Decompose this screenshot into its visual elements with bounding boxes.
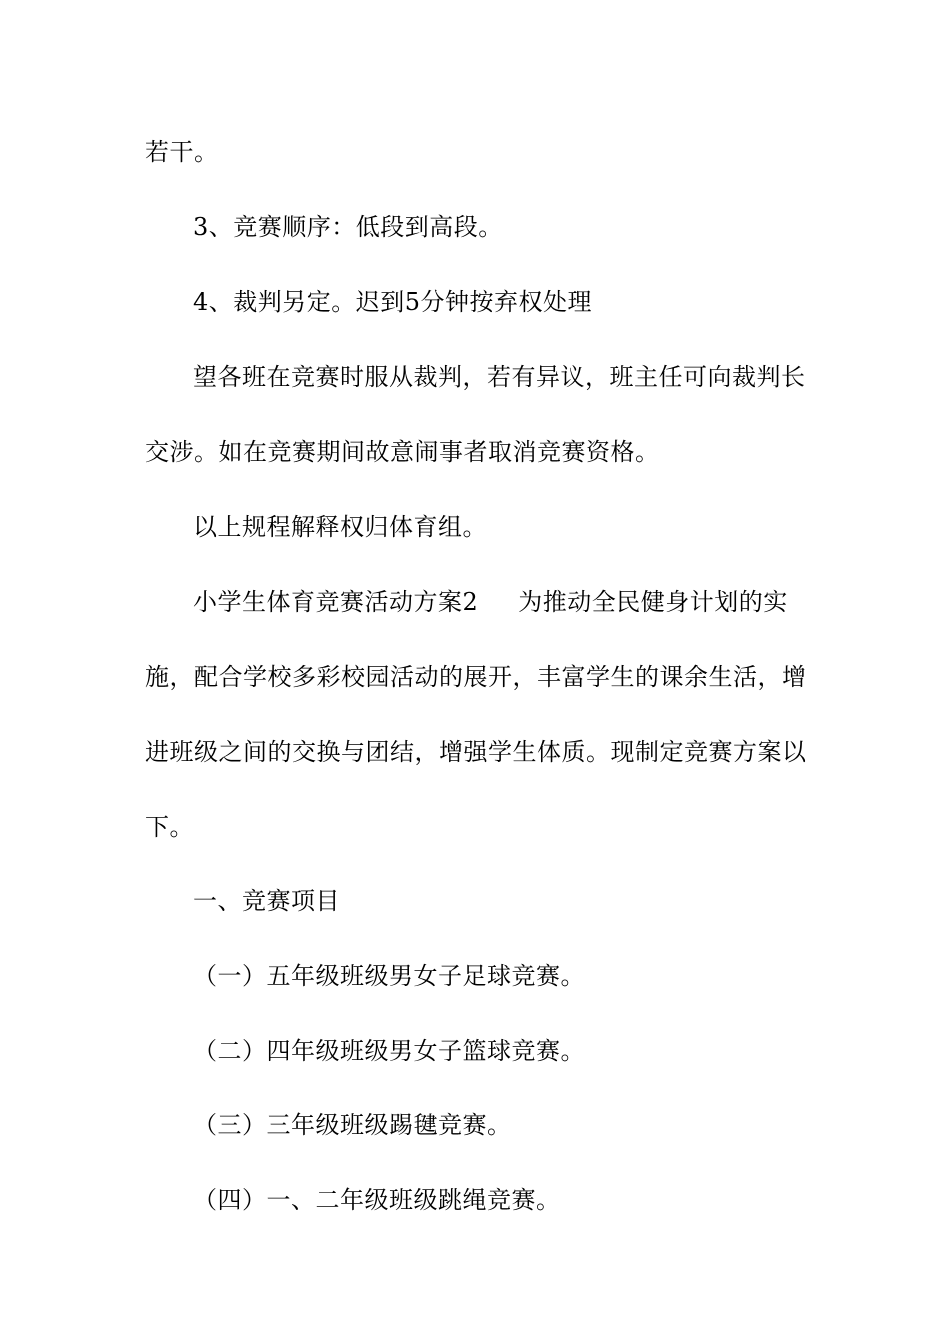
section-heading: 一、竞赛项目 bbox=[193, 887, 340, 915]
list-item: （二）四年级班级男女子篮球竞赛。 bbox=[193, 1037, 585, 1065]
list-item: （一）五年级班级男女子足球竞赛。 bbox=[193, 962, 585, 990]
text-line: 3、竞赛顺序：低段到高段。 bbox=[193, 213, 503, 241]
text-line-heading bbox=[193, 587, 788, 617]
list-item: （四）一、二年级班级跳绳竞赛。 bbox=[193, 1186, 561, 1214]
list-item: （三）三年级班级踢毽竞赛。 bbox=[193, 1111, 512, 1139]
text-line: 进班级之间的交换与团结，增强学生体质。现制定竞赛方案以 bbox=[145, 738, 807, 766]
text-fragment: 为推动全民健身计划的实 bbox=[518, 588, 788, 616]
text-line: 施，配合学校多彩校园活动的展开，丰富学生的课余生活，增 bbox=[145, 663, 807, 691]
text-line: 4、裁判另定。迟到5分钟按弃权处理 bbox=[193, 288, 593, 316]
text-line: 交涉。如在竞赛期间故意闹事者取消竞赛资格。 bbox=[145, 438, 660, 466]
text-line: 以上规程解释权归体育组。 bbox=[193, 513, 487, 541]
text-line: 若干。 bbox=[145, 138, 219, 166]
text-line: 下。 bbox=[145, 813, 194, 841]
section-title: 小学生体育竞赛活动方案2 bbox=[193, 588, 479, 616]
text-line: 望各班在竞赛时服从裁判，若有异议，班主任可向裁判长 bbox=[193, 363, 806, 391]
